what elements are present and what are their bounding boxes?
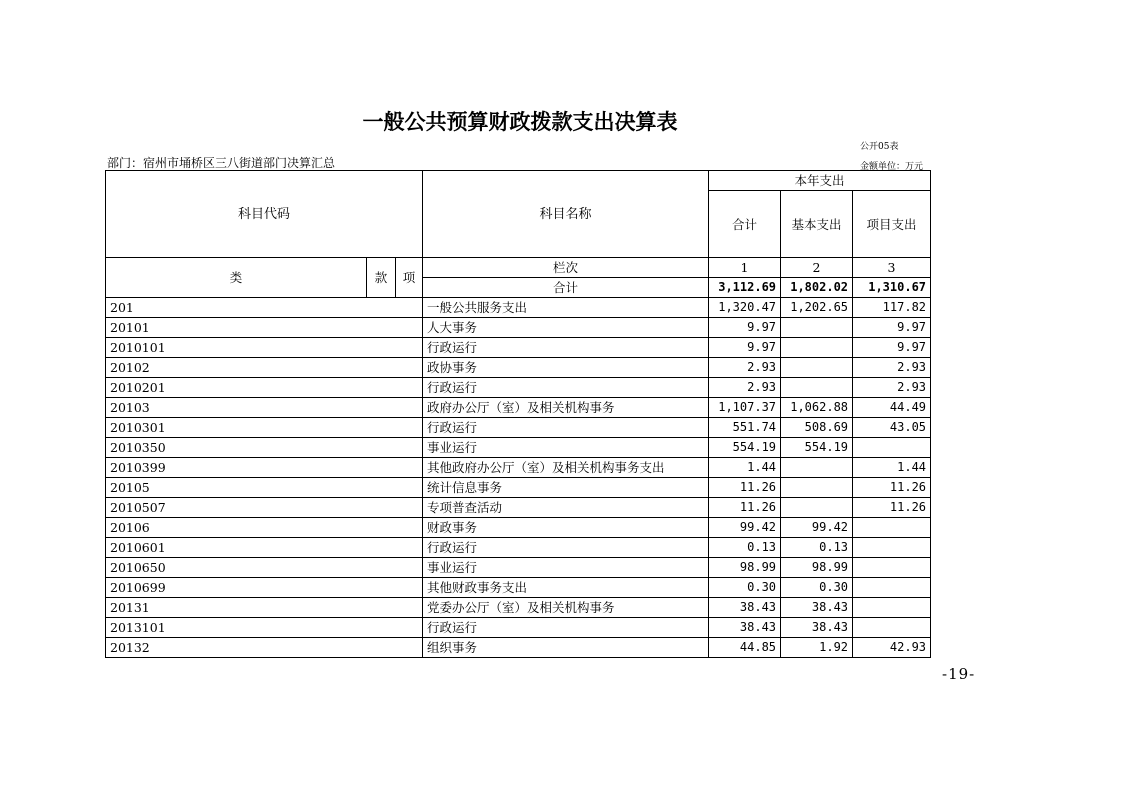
row-project: 43.05 <box>853 418 931 438</box>
header-name: 科目名称 <box>423 171 709 258</box>
form-number: 公开05表 <box>860 142 899 152</box>
row-basic <box>781 338 853 358</box>
header-kuan: 款 <box>367 258 396 298</box>
row-name: 行政运行 <box>423 338 709 358</box>
table-row <box>106 458 931 478</box>
row-name: 事业运行 <box>423 558 709 578</box>
table-row <box>106 498 931 518</box>
row-total: 9.97 <box>709 318 781 338</box>
row-total: 98.99 <box>709 558 781 578</box>
row-total: 1.44 <box>709 458 781 478</box>
row-project <box>853 598 931 618</box>
header-this-year: 本年支出 <box>709 171 931 191</box>
row-total: 38.43 <box>709 598 781 618</box>
row-total: 9.97 <box>709 338 781 358</box>
amount-unit: 金额单位：万元 <box>860 162 924 172</box>
row-project: 1.44 <box>853 458 931 478</box>
row-code: 2010699 <box>106 578 423 598</box>
row-basic: 1,062.88 <box>781 398 853 418</box>
row-basic <box>781 478 853 498</box>
row-total: 11.26 <box>709 498 781 518</box>
row-name: 行政运行 <box>423 538 709 558</box>
row-project <box>853 518 931 538</box>
row-basic: 38.43 <box>781 618 853 638</box>
row-basic: 99.42 <box>781 518 853 538</box>
header-code: 科目代码 <box>106 171 423 258</box>
row-total: 554.19 <box>709 438 781 458</box>
table-row <box>106 598 931 618</box>
row-project: 11.26 <box>853 498 931 518</box>
row-code: 2013101 <box>106 618 423 638</box>
row-code: 2010201 <box>106 378 423 398</box>
row-code: 2010650 <box>106 558 423 578</box>
row-name: 一般公共服务支出 <box>423 298 709 318</box>
row-name: 行政运行 <box>423 378 709 398</box>
row-code: 20131 <box>106 598 423 618</box>
row-total: 1,320.47 <box>709 298 781 318</box>
table-row <box>106 438 931 458</box>
row-code: 2010301 <box>106 418 423 438</box>
row-name: 专项普查活动 <box>423 498 709 518</box>
row-code: 20106 <box>106 518 423 538</box>
row-code: 2010350 <box>106 438 423 458</box>
row-total: 2.93 <box>709 358 781 378</box>
row-name: 其他财政事务支出 <box>423 578 709 598</box>
row-basic: 1.92 <box>781 638 853 658</box>
row-total: 1,107.37 <box>709 398 781 418</box>
row-total: 0.13 <box>709 538 781 558</box>
row-project <box>853 618 931 638</box>
table-row <box>106 478 931 498</box>
row-project: 117.82 <box>853 298 931 318</box>
row-project: 44.49 <box>853 398 931 418</box>
row-basic: 1,202.65 <box>781 298 853 318</box>
row-name: 行政运行 <box>423 418 709 438</box>
header-col1: 1 <box>709 258 781 278</box>
row-project: 9.97 <box>853 338 931 358</box>
report-title: 一般公共预算财政拨款支出决算表 <box>362 110 678 134</box>
row-name: 统计信息事务 <box>423 478 709 498</box>
row-basic: 0.30 <box>781 578 853 598</box>
row-total: 2.93 <box>709 378 781 398</box>
row-code: 2010399 <box>106 458 423 478</box>
row-project: 11.26 <box>853 478 931 498</box>
row-basic <box>781 318 853 338</box>
row-basic <box>781 498 853 518</box>
sum-project: 1,310.67 <box>853 278 931 298</box>
table-row <box>106 558 931 578</box>
row-project <box>853 558 931 578</box>
expenditure-table <box>105 170 931 658</box>
table-row <box>106 338 931 358</box>
row-name: 组织事务 <box>423 638 709 658</box>
page-number: -19- <box>942 665 976 683</box>
table-row <box>106 398 931 418</box>
row-code: 2010507 <box>106 498 423 518</box>
row-total: 551.74 <box>709 418 781 438</box>
row-project <box>853 438 931 458</box>
header-basic: 基本支出 <box>781 191 853 258</box>
row-basic: 554.19 <box>781 438 853 458</box>
row-code: 20102 <box>106 358 423 378</box>
table-row <box>106 578 931 598</box>
sum-label: 合计 <box>423 278 709 298</box>
table-row <box>106 358 931 378</box>
table-row <box>106 298 931 318</box>
row-total: 11.26 <box>709 478 781 498</box>
row-project: 2.93 <box>853 378 931 398</box>
row-basic <box>781 458 853 478</box>
row-basic: 0.13 <box>781 538 853 558</box>
row-code: 20132 <box>106 638 423 658</box>
row-name: 事业运行 <box>423 438 709 458</box>
header-column-no: 栏次 <box>423 258 709 278</box>
row-total: 99.42 <box>709 518 781 538</box>
row-code: 20101 <box>106 318 423 338</box>
table-row <box>106 638 931 658</box>
row-name: 行政运行 <box>423 618 709 638</box>
row-basic <box>781 358 853 378</box>
header-col3: 3 <box>853 258 931 278</box>
row-project: 42.93 <box>853 638 931 658</box>
row-code: 20105 <box>106 478 423 498</box>
row-name: 政协事务 <box>423 358 709 378</box>
row-code: 201 <box>106 298 423 318</box>
row-basic: 38.43 <box>781 598 853 618</box>
header-xiang: 项 <box>396 258 423 298</box>
sum-total: 3,112.69 <box>709 278 781 298</box>
row-code: 2010101 <box>106 338 423 358</box>
header-total: 合计 <box>709 191 781 258</box>
row-basic: 98.99 <box>781 558 853 578</box>
row-project: 9.97 <box>853 318 931 338</box>
table-row <box>106 318 931 338</box>
row-name: 人大事务 <box>423 318 709 338</box>
table-row <box>106 418 931 438</box>
row-total: 44.85 <box>709 638 781 658</box>
row-name: 财政事务 <box>423 518 709 538</box>
row-name: 其他政府办公厅（室）及相关机构事务支出 <box>423 458 709 478</box>
row-name: 政府办公厅（室）及相关机构事务 <box>423 398 709 418</box>
table-row <box>106 538 931 558</box>
table-row <box>106 378 931 398</box>
sum-basic: 1,802.02 <box>781 278 853 298</box>
row-code: 2010601 <box>106 538 423 558</box>
row-name: 党委办公厅（室）及相关机构事务 <box>423 598 709 618</box>
row-total: 38.43 <box>709 618 781 638</box>
table-row <box>106 518 931 538</box>
row-project <box>853 538 931 558</box>
row-code: 20103 <box>106 398 423 418</box>
department-label: 部门：宿州市埇桥区三八街道部门决算汇总 <box>107 156 336 170</box>
row-project <box>853 578 931 598</box>
row-basic: 508.69 <box>781 418 853 438</box>
header-lei: 类 <box>106 258 367 298</box>
row-basic <box>781 378 853 398</box>
table-row <box>106 618 931 638</box>
row-total: 0.30 <box>709 578 781 598</box>
header-project: 项目支出 <box>853 191 931 258</box>
row-project: 2.93 <box>853 358 931 378</box>
header-col2: 2 <box>781 258 853 278</box>
